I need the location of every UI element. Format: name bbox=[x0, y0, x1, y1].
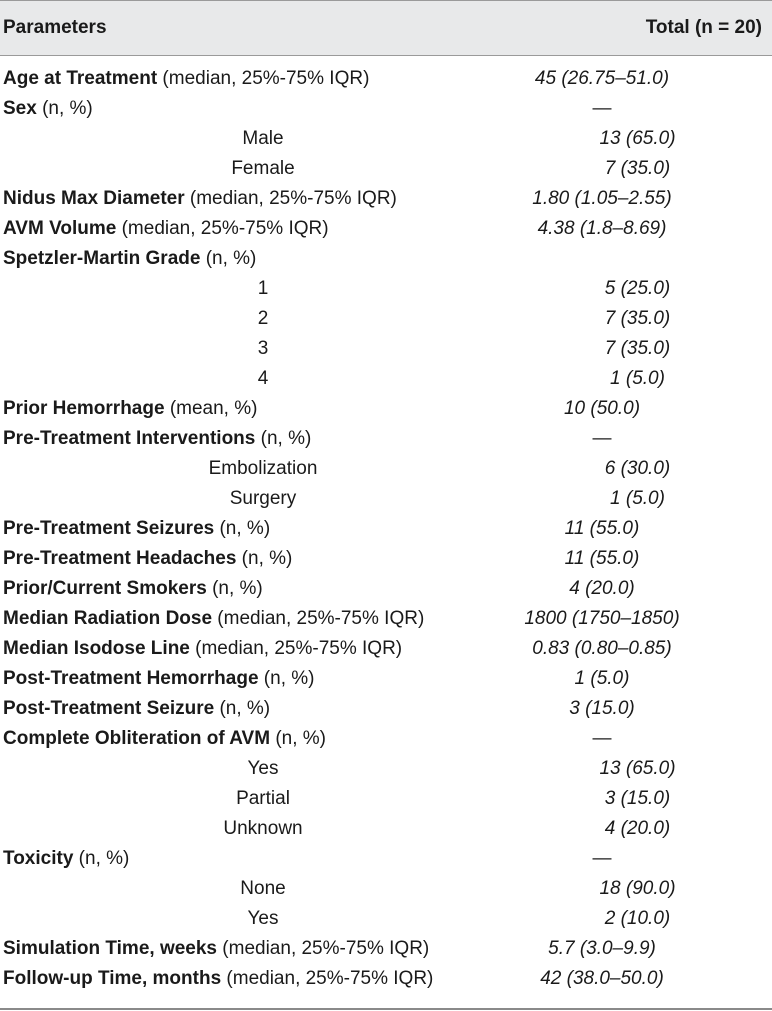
subcategory-label: Female bbox=[231, 158, 295, 179]
table-subrow bbox=[0, 154, 772, 184]
total-value: 18 (90.0) bbox=[599, 878, 676, 899]
parameter-qualifier: (n, %) bbox=[200, 248, 257, 269]
parameter-qualifier: (median, 25%-75% IQR) bbox=[189, 638, 403, 659]
parameter-cell bbox=[0, 548, 452, 570]
subcategory-label: 2 bbox=[257, 308, 269, 329]
table-subrow bbox=[0, 364, 772, 394]
parameter-qualifier: (median, 25%-75% IQR) bbox=[217, 938, 430, 959]
parameter-cell bbox=[0, 128, 523, 150]
parameter-cell bbox=[0, 68, 452, 90]
parameter-cell bbox=[0, 968, 452, 990]
parameter-label: Post-Treatment Hemorrhage bbox=[3, 668, 259, 689]
parameter-qualifier: (median, 25%-75% IQR) bbox=[212, 608, 425, 629]
parameter-label: Simulation Time, weeks bbox=[3, 938, 218, 959]
total-value: 1 (5.0) bbox=[610, 488, 665, 509]
total-value: 4 (20.0) bbox=[569, 578, 635, 599]
table-subrow bbox=[0, 334, 772, 364]
table-row bbox=[0, 964, 772, 994]
parameter-cell bbox=[0, 218, 452, 240]
parameter-cell bbox=[0, 788, 523, 810]
table-subrow bbox=[0, 784, 772, 814]
subcategory-label: 4 bbox=[257, 368, 269, 389]
parameter-cell bbox=[0, 158, 523, 180]
total-value: 4.38 (1.8–8.69) bbox=[537, 218, 667, 239]
total-value: 1 (5.0) bbox=[574, 668, 630, 689]
total-value: 0.83 (0.80–0.85) bbox=[532, 638, 672, 659]
subcategory-label: None bbox=[240, 878, 286, 899]
parameter-cell bbox=[0, 818, 523, 840]
subcategory-label: Yes bbox=[247, 908, 279, 929]
parameter-qualifier: (n, %) bbox=[214, 698, 271, 719]
parameter-cell bbox=[0, 728, 452, 750]
table-row bbox=[0, 604, 772, 634]
total-value: 3 (15.0) bbox=[604, 788, 671, 809]
total-value: 2 (10.0) bbox=[604, 908, 671, 929]
total-value: — bbox=[592, 848, 612, 869]
parameter-label: Spetzler-Martin Grade bbox=[3, 248, 201, 269]
total-value: 1800 (1750–1850) bbox=[524, 608, 680, 629]
parameter-label: AVM Volume bbox=[3, 218, 117, 239]
table-subrow bbox=[0, 754, 772, 784]
parameter-label: Pre-Treatment Headaches bbox=[3, 548, 237, 569]
parameter-cell bbox=[0, 878, 523, 900]
table-subrow bbox=[0, 304, 772, 334]
parameter-cell bbox=[0, 668, 452, 690]
parameter-cell bbox=[0, 98, 452, 120]
table-row bbox=[0, 184, 772, 214]
table-subrow bbox=[0, 124, 772, 154]
header-total: Total (n = 20) bbox=[645, 17, 762, 38]
total-value: 3 (15.0) bbox=[569, 698, 635, 719]
subcategory-label: Male bbox=[242, 128, 284, 149]
parameter-cell bbox=[0, 428, 452, 450]
subcategory-label: Surgery bbox=[229, 488, 297, 509]
parameter-qualifier: (median, 25%-75% IQR) bbox=[157, 68, 370, 89]
total-value: 1.80 (1.05–2.55) bbox=[532, 188, 672, 209]
header-parameters: Parameters bbox=[3, 17, 107, 38]
total-value: 13 (65.0) bbox=[599, 128, 676, 149]
parameter-qualifier: (n, %) bbox=[258, 668, 315, 689]
subcategory-label: 1 bbox=[257, 278, 269, 299]
parameter-cell bbox=[0, 338, 523, 360]
total-value: 11 (55.0) bbox=[564, 518, 640, 539]
table-subrow bbox=[0, 874, 772, 904]
parameter-cell bbox=[0, 608, 452, 630]
parameter-cell bbox=[0, 308, 523, 330]
table-body bbox=[0, 56, 772, 994]
parameter-cell bbox=[0, 398, 452, 420]
total-value: — bbox=[592, 98, 612, 119]
parameter-label: Prior/Current Smokers bbox=[3, 578, 207, 599]
parameter-cell bbox=[0, 578, 452, 600]
parameter-label: Median Isodose Line bbox=[3, 638, 190, 659]
parameter-cell bbox=[0, 278, 523, 300]
parameter-label: Sex bbox=[3, 98, 37, 119]
table-row bbox=[0, 544, 772, 574]
table-subrow bbox=[0, 904, 772, 934]
parameter-cell bbox=[0, 368, 523, 390]
total-value: 5.7 (3.0–9.9) bbox=[548, 938, 656, 959]
table-row bbox=[0, 94, 772, 124]
total-value: 7 (35.0) bbox=[604, 338, 671, 359]
total-value: 11 (55.0) bbox=[564, 548, 640, 569]
parameter-qualifier: (median, 25%-75% IQR) bbox=[184, 188, 397, 209]
total-value: 45 (26.75–51.0) bbox=[534, 68, 670, 89]
table-subrow bbox=[0, 814, 772, 844]
total-value: 1 (5.0) bbox=[610, 368, 665, 389]
table-row bbox=[0, 214, 772, 244]
parameter-cell bbox=[0, 488, 523, 510]
parameter-cell bbox=[0, 248, 452, 270]
parameter-qualifier: (n, %) bbox=[73, 848, 130, 869]
parameter-label: Toxicity bbox=[3, 848, 74, 869]
table-row bbox=[0, 844, 772, 874]
parameter-qualifier: (mean, %) bbox=[164, 398, 258, 419]
total-value: 6 (30.0) bbox=[604, 458, 671, 479]
total-value: 4 (20.0) bbox=[604, 818, 671, 839]
parameter-cell bbox=[0, 458, 523, 480]
parameter-cell bbox=[0, 758, 523, 780]
subcategory-label: 3 bbox=[257, 338, 269, 359]
parameter-qualifier: (median, 25%-75% IQR) bbox=[221, 968, 434, 989]
parameter-label: Follow-up Time, months bbox=[3, 968, 222, 989]
table-row bbox=[0, 514, 772, 544]
total-value: 13 (65.0) bbox=[599, 758, 676, 779]
table-row bbox=[0, 934, 772, 964]
table-subrow bbox=[0, 484, 772, 514]
parameter-qualifier: (n, %) bbox=[214, 518, 271, 539]
total-value: 7 (35.0) bbox=[604, 158, 671, 179]
table-row bbox=[0, 424, 772, 454]
table-row bbox=[0, 394, 772, 424]
parameter-qualifier: (median, 25%-75% IQR) bbox=[116, 218, 329, 239]
total-value: 42 (38.0–50.0) bbox=[540, 968, 664, 989]
parameter-cell bbox=[0, 518, 452, 540]
table-row bbox=[0, 574, 772, 604]
parameter-label: Post-Treatment Seizure bbox=[3, 698, 215, 719]
parameter-label: Age at Treatment bbox=[3, 68, 158, 89]
total-value: 5 (25.0) bbox=[604, 278, 671, 299]
table-subrow bbox=[0, 274, 772, 304]
parameter-qualifier: (n, %) bbox=[270, 728, 327, 749]
parameter-cell bbox=[0, 908, 523, 930]
parameter-cell bbox=[0, 938, 452, 960]
total-value: — bbox=[592, 728, 612, 749]
total-value: — bbox=[592, 428, 612, 449]
parameter-cell bbox=[0, 848, 452, 870]
table-row bbox=[0, 724, 772, 754]
parameter-qualifier: (n, %) bbox=[236, 548, 293, 569]
total-value: 7 (35.0) bbox=[604, 308, 671, 329]
subcategory-label: Embolization bbox=[208, 458, 318, 479]
parameter-label: Pre-Treatment Seizures bbox=[3, 518, 215, 539]
parameter-cell bbox=[0, 638, 452, 660]
parameter-label: Prior Hemorrhage bbox=[3, 398, 165, 419]
bottom-rule bbox=[0, 1008, 772, 1010]
parameter-qualifier: (n, %) bbox=[255, 428, 312, 449]
parameter-cell bbox=[0, 698, 452, 720]
parameter-qualifier: (n, %) bbox=[36, 98, 93, 119]
subcategory-label: Partial bbox=[236, 788, 290, 809]
parameter-label: Nidus Max Diameter bbox=[3, 188, 185, 209]
table-header bbox=[0, 0, 772, 56]
table-row bbox=[0, 694, 772, 724]
parameter-qualifier: (n, %) bbox=[206, 578, 263, 599]
table-subrow bbox=[0, 454, 772, 484]
table-row bbox=[0, 664, 772, 694]
parameter-cell bbox=[0, 188, 452, 210]
parameter-label: Median Radiation Dose bbox=[3, 608, 213, 629]
table-row bbox=[0, 64, 772, 94]
parameter-label: Pre-Treatment Interventions bbox=[3, 428, 256, 449]
total-value: 10 (50.0) bbox=[563, 398, 641, 419]
parameter-label: Complete Obliteration of AVM bbox=[3, 728, 271, 749]
subcategory-label: Yes bbox=[247, 758, 279, 779]
table-row bbox=[0, 244, 772, 274]
table-row bbox=[0, 634, 772, 664]
subcategory-label: Unknown bbox=[223, 818, 303, 839]
